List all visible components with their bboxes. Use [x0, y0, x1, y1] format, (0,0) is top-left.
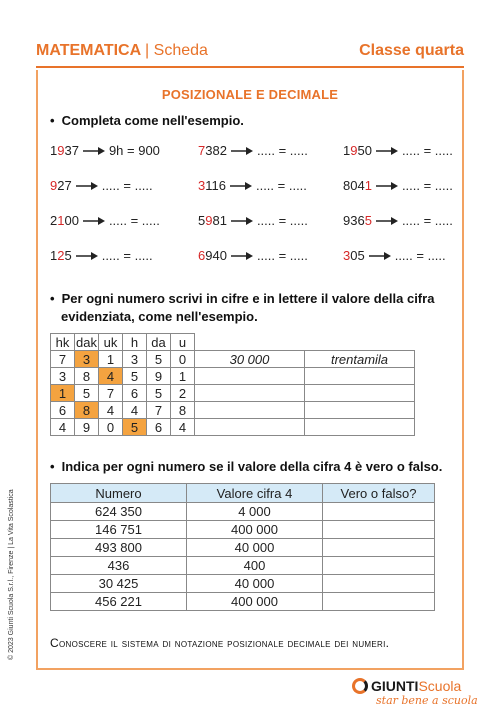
digit-value-cell: 400 [187, 557, 323, 575]
value-words-cell[interactable] [305, 385, 415, 402]
number-cell: 456 221 [51, 593, 187, 611]
copyright-text: © 2023 Giunti Scuola S.r.l., Firenze | La Vita Scolastica [8, 489, 15, 660]
exercise-number: 2100 [50, 213, 79, 228]
digit-cell: 1 [99, 351, 123, 368]
exercise-answer: ..... = ..... [401, 143, 453, 158]
value-words-cell[interactable] [305, 402, 415, 419]
digit-value-cell: 400 000 [187, 521, 323, 539]
table-row [51, 539, 435, 557]
place-header-cell: hk [51, 334, 75, 351]
table-row [51, 521, 435, 539]
exercise-item [198, 177, 307, 195]
value-digits-cell[interactable] [195, 402, 305, 419]
digit-cell: 5 [147, 351, 171, 368]
digit-cell: 6 [147, 419, 171, 436]
arrow-right-icon [230, 178, 252, 196]
exercise-number: 1950 [343, 143, 372, 158]
exercise-answer: 9h = 900 [108, 143, 160, 158]
digit-cell: 0 [99, 419, 123, 436]
blank-header-cell [195, 334, 305, 351]
exercise-answer: ..... = ..... [101, 178, 153, 193]
true-false-answer-cell[interactable] [323, 521, 435, 539]
true-false-answer-cell[interactable] [323, 539, 435, 557]
highlighted-digit-cell: 5 [123, 419, 147, 436]
table-row [51, 557, 435, 575]
exercise-item [343, 247, 446, 265]
table-row [51, 368, 415, 385]
arrow-right-icon [369, 248, 391, 266]
exercise-item [343, 142, 453, 160]
place-header-cell: dak [76, 334, 97, 350]
digit-cell: 4 [99, 402, 123, 419]
arrow-right-icon [376, 143, 398, 161]
table-row [51, 593, 435, 611]
exercise-item [50, 247, 153, 265]
exercise-answer: ..... = ..... [394, 248, 446, 263]
digit-cell: 0 [171, 351, 195, 368]
page-header [36, 42, 464, 66]
number-cell: 30 425 [51, 575, 187, 593]
digit-cell: 4 [123, 402, 147, 419]
arrow-right-icon [76, 248, 98, 266]
exercise-answer: ..... = ..... [255, 178, 307, 193]
highlighted-digit-cell: 4 [99, 368, 123, 385]
exercise-number: 927 [50, 178, 72, 193]
exercise-answer: ..... = ..... [101, 248, 153, 263]
digit-cell: 9 [147, 368, 171, 385]
digit-cell: 5 [123, 368, 147, 385]
digit-value-cell: 40 000 [187, 575, 323, 593]
arrow-right-icon [83, 143, 105, 161]
instruction-2: • Per ogni numero scrivi in cifre e in lettere il valore della cifra evidenziata, come nell'esempio. [50, 291, 435, 324]
column-header: Vero o falso? [323, 484, 435, 503]
digit-cell: 9 [75, 419, 99, 436]
exercise-item [50, 177, 153, 195]
exercise-number: 5981 [198, 213, 227, 228]
value-digits-cell[interactable] [195, 385, 305, 402]
place-header-cell: h [123, 334, 147, 351]
blank-header-cell [305, 334, 415, 351]
highlighted-digit-cell: 8 [75, 402, 99, 419]
exercise-number: 305 [343, 248, 365, 263]
column-header: Numero [51, 484, 187, 503]
true-false-answer-cell[interactable] [323, 557, 435, 575]
exercise-item [343, 212, 453, 230]
giunti-logo: GIUNTIScuola star bene a scuola [352, 678, 478, 707]
digit-value-cell: 40 000 [187, 539, 323, 557]
exercise-answer: ..... = ..... [256, 143, 308, 158]
highlighted-digit-cell: 1 [51, 385, 75, 402]
arrow-right-icon [76, 178, 98, 196]
subject-label: MATEMATICA | Scheda [36, 42, 208, 59]
table-row [51, 419, 415, 436]
exercise-item [50, 142, 160, 160]
header-divider [36, 66, 464, 68]
exercise-answer: ..... = ..... [108, 213, 160, 228]
value-words-cell[interactable] [305, 419, 415, 436]
exercise-number: 3116 [198, 178, 226, 193]
exercise-number: 125 [50, 248, 72, 263]
value-digits-cell[interactable] [195, 419, 305, 436]
digit-value-cell: 4 000 [187, 503, 323, 521]
number-cell: 146 751 [51, 521, 187, 539]
instruction-3: • Indica per ogni numero se il valore della cifra 4 è vero o falso. [50, 459, 443, 474]
grade-label: Classe quarta [359, 42, 464, 59]
number-cell: 436 [51, 557, 187, 575]
true-false-answer-cell[interactable] [323, 575, 435, 593]
arrow-right-icon [376, 213, 398, 231]
value-digits-cell[interactable]: 30 000 [195, 351, 305, 368]
digit-cell: 5 [75, 385, 99, 402]
digit-cell: 5 [147, 385, 171, 402]
table-row [51, 402, 415, 419]
exercise-number: 9365 [343, 213, 372, 228]
exercise-answer: ..... = ..... [401, 178, 453, 193]
digit-cell: 6 [51, 402, 75, 419]
value-digits-cell[interactable] [195, 368, 305, 385]
true-false-answer-cell[interactable] [323, 593, 435, 611]
column-header: Valore cifra 4 [187, 484, 323, 503]
digit-cell: 7 [147, 402, 171, 419]
digit-value-cell: 400 000 [187, 593, 323, 611]
digit-four-table [50, 483, 435, 611]
exercise-number: 7382 [198, 143, 227, 158]
exercise-number: 6940 [198, 248, 227, 263]
learning-objective: Conoscere il sistema di notazione posizionale decimale dei numeri. [50, 636, 390, 650]
arrow-right-icon [376, 178, 398, 196]
exercise-item [343, 177, 453, 195]
place-header-cell: da [147, 334, 171, 351]
true-false-answer-cell[interactable] [323, 503, 435, 521]
table-row [51, 351, 415, 368]
value-words-cell[interactable] [305, 368, 415, 385]
number-cell: 493 800 [51, 539, 187, 557]
digit-cell: 7 [51, 351, 75, 368]
place-header-cell: u [171, 334, 195, 351]
place-header-cell: uk [99, 334, 123, 351]
instruction-1: • Completa come nell'esempio. [50, 113, 244, 128]
exercise-item [198, 142, 308, 160]
table-row [51, 385, 415, 402]
digit-cell: 3 [51, 368, 75, 385]
exercise-item [198, 247, 308, 265]
exercise-item [198, 212, 308, 230]
exercise-number: 1937 [50, 143, 79, 158]
digit-cell: 4 [171, 419, 195, 436]
arrow-right-icon [231, 248, 253, 266]
digit-cell: 2 [171, 385, 195, 402]
place-value-table [50, 333, 415, 436]
table-row [51, 575, 435, 593]
digit-cell: 4 [51, 419, 75, 436]
number-cell: 624 350 [51, 503, 187, 521]
value-words-cell[interactable]: trentamila [305, 351, 415, 368]
arrow-right-icon [231, 213, 253, 231]
digit-cell: 8 [171, 402, 195, 419]
exercise-item [50, 212, 160, 230]
digit-cell: 8 [75, 368, 99, 385]
arrow-right-icon [231, 143, 253, 161]
highlighted-digit-cell: 3 [75, 351, 99, 368]
exercise-answer: ..... = ..... [256, 248, 308, 263]
exercise-number: 8041 [343, 178, 372, 193]
exercise-answer: ..... = ..... [256, 213, 308, 228]
worksheet-title: POSIZIONALE E DECIMALE [161, 87, 339, 102]
digit-cell: 1 [171, 368, 195, 385]
digit-cell: 3 [123, 351, 147, 368]
giunti-g-icon [352, 678, 368, 694]
exercise-answer: ..... = ..... [401, 213, 453, 228]
arrow-right-icon [83, 213, 105, 231]
table-row [51, 503, 435, 521]
digit-cell: 7 [99, 385, 123, 402]
digit-cell: 6 [123, 385, 147, 402]
